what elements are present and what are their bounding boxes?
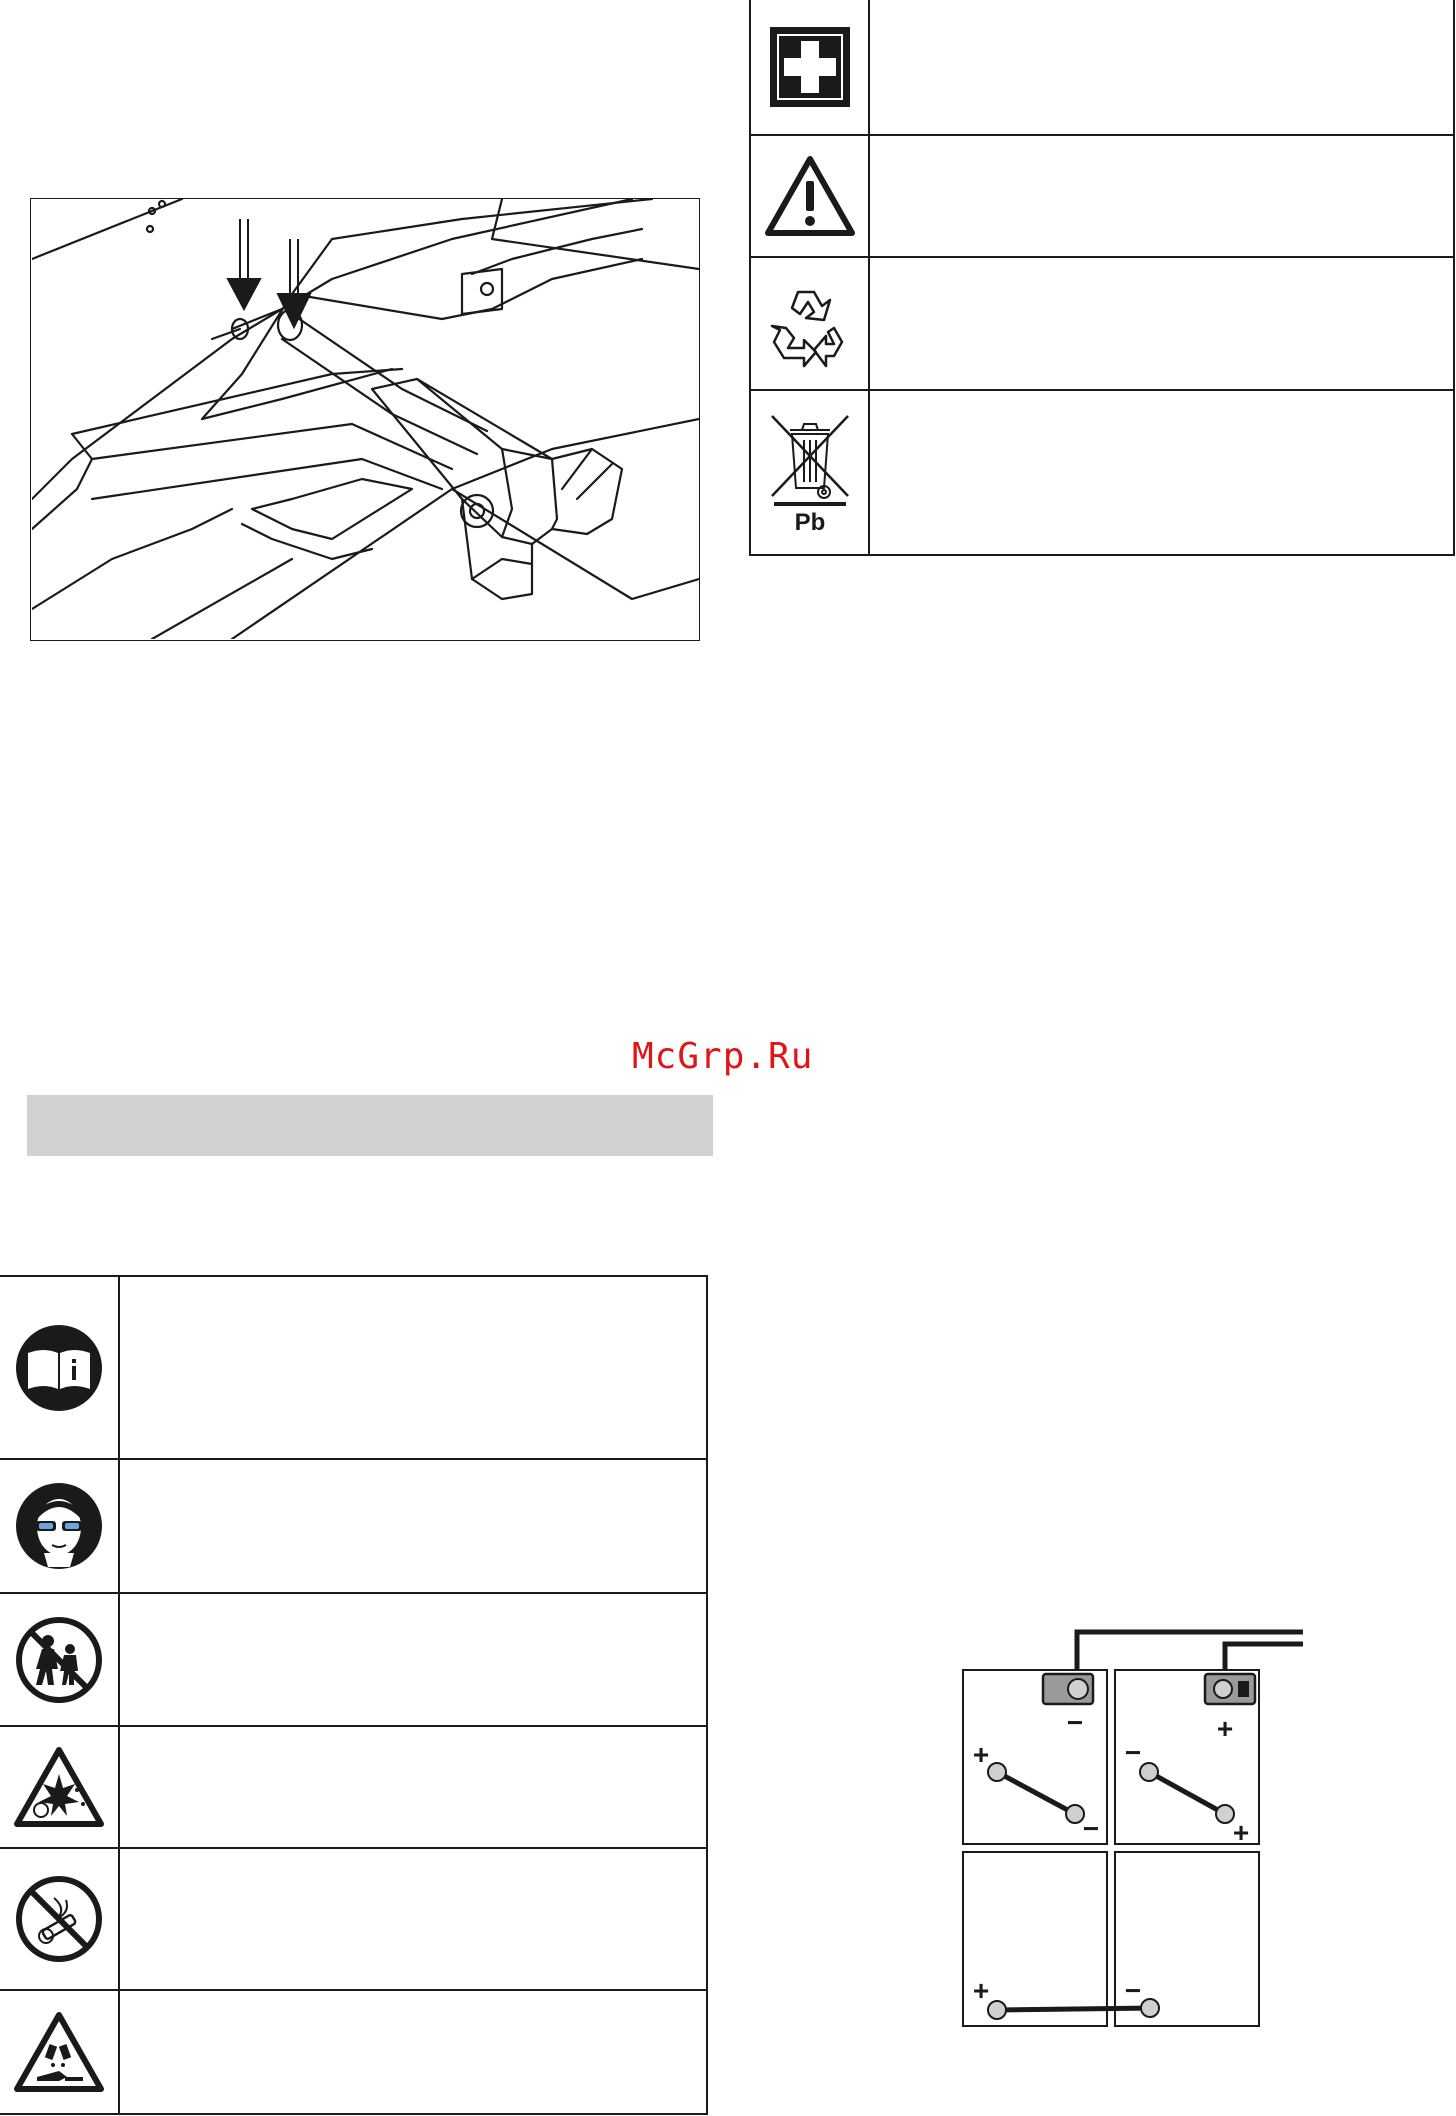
symbol-row: [750, 257, 1454, 390]
symbol-row: [0, 1990, 707, 2114]
symbol-row: [750, 390, 1454, 555]
first-aid-description: [869, 0, 1454, 135]
no-smoking-description: [119, 1848, 707, 1990]
symbol-row: [750, 135, 1454, 257]
terminal-label: −: [1124, 1737, 1142, 1768]
assembly-drawing: [32, 199, 699, 639]
read-manual-icon: [14, 1323, 104, 1413]
terminal-label: +: [972, 1739, 990, 1770]
crossed-bin-icon-cell: [750, 390, 869, 555]
symbol-row: [0, 1593, 707, 1726]
terminal-label: +: [1216, 1713, 1234, 1744]
section-header-bar: [27, 1095, 713, 1156]
terminal-label: −: [1066, 1707, 1084, 1738]
warning-description: [869, 135, 1454, 257]
right-symbol-table: [749, 0, 1455, 556]
crossed-bin-pb-icon: [762, 410, 858, 536]
recycling-icon-cell: [750, 257, 869, 390]
terminal-label: −: [1124, 1975, 1142, 2006]
left-symbol-table: [0, 1275, 708, 2115]
symbol-row: [0, 1459, 707, 1593]
terminal-label: −: [1082, 1813, 1100, 1844]
terminal-label: +: [972, 1975, 990, 2006]
disposal-description: [869, 390, 1454, 555]
warning-triangle-icon: [764, 155, 856, 237]
read-manual-description: [119, 1276, 707, 1459]
positive-lead: [1225, 1644, 1303, 1672]
no-smoking-no-fire-icon: [14, 1874, 104, 1964]
corrosive-acid-icon: [13, 2011, 105, 2093]
eye-protection-icon-cell: [0, 1459, 119, 1593]
keep-children-away-icon-cell: [0, 1593, 119, 1726]
first-aid-icon-cell: [750, 0, 869, 135]
symbol-row: [0, 1848, 707, 1990]
corrosive-icon-cell: [0, 1990, 119, 2114]
symbol-row: [750, 0, 1454, 135]
read-manual-icon-cell: [0, 1276, 119, 1459]
wear-eye-protection-icon: [14, 1481, 104, 1571]
battery-diagram-svg: [955, 1612, 1310, 2032]
first-aid-icon: [768, 25, 852, 109]
eye-protection-description: [119, 1459, 707, 1593]
symbol-row: [0, 1726, 707, 1848]
negative-lead: [1077, 1632, 1303, 1674]
explosion-hazard-description: [119, 1726, 707, 1848]
corrosive-description: [119, 1990, 707, 2114]
watermark: McGrp.Ru: [632, 1036, 814, 1077]
explosion-hazard-icon-cell: [0, 1726, 119, 1848]
battery-wiring-diagram: [955, 1612, 1310, 2032]
terminal-label: +: [1232, 1817, 1250, 1848]
pb-label: Pb: [794, 508, 825, 536]
assembly-illustration: [30, 198, 700, 641]
keep-children-away-icon: [14, 1615, 104, 1705]
warning-icon-cell: [750, 135, 869, 257]
recycling-icon: [764, 278, 856, 370]
explosion-hazard-icon: [13, 1746, 105, 1828]
symbol-row: [0, 1276, 707, 1459]
recycling-description: [869, 257, 1454, 390]
no-smoking-icon-cell: [0, 1848, 119, 1990]
keep-children-away-description: [119, 1593, 707, 1726]
